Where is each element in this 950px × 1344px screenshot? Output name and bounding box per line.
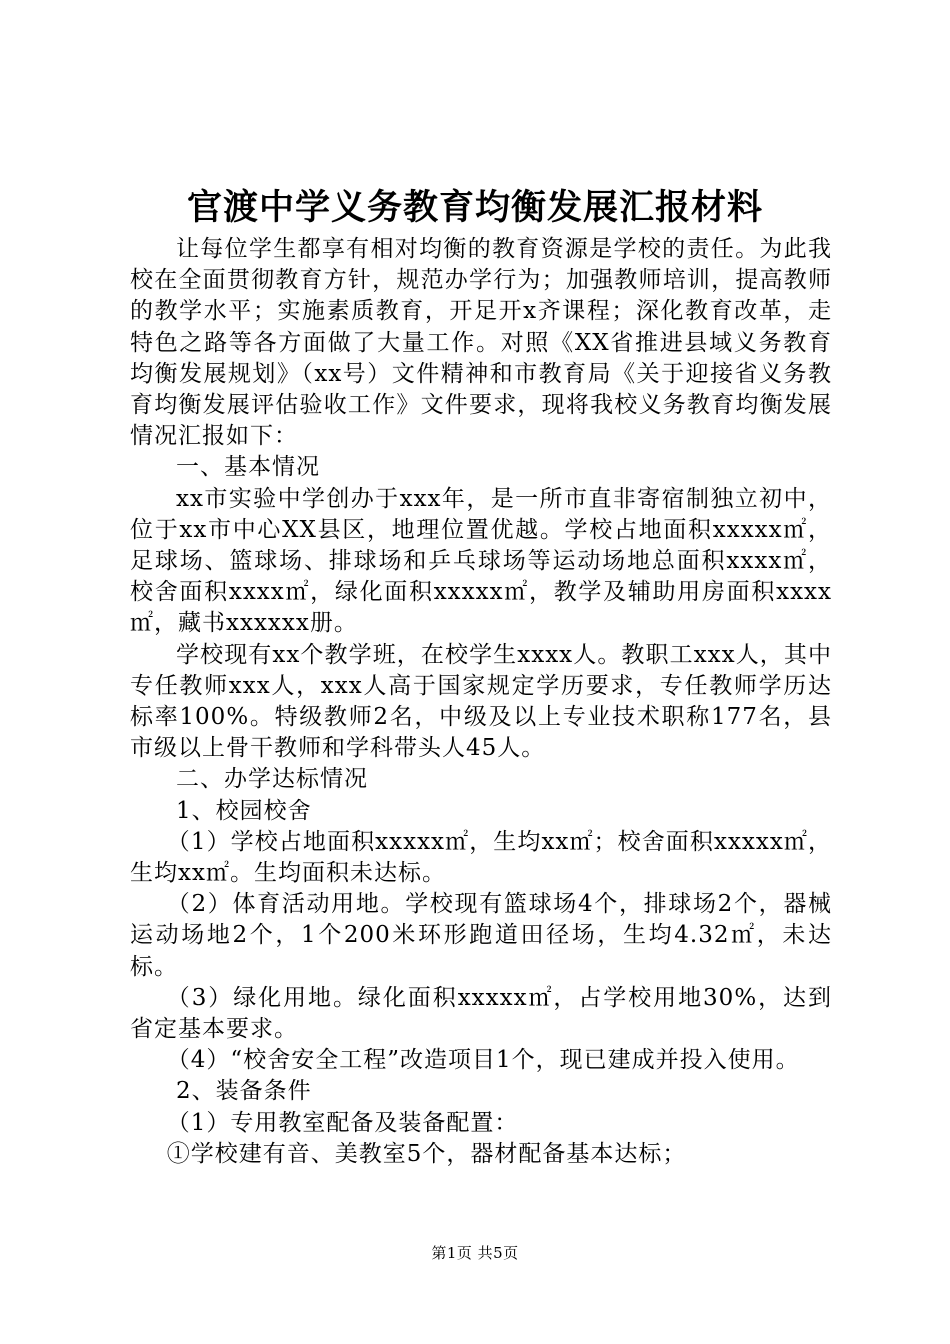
campus-item-3: （3）绿化用地。绿化面积xxxxx㎡，占学校用地30%，达到省定基本要求。 (130, 984, 832, 1043)
campus-item-1: （1）学校占地面积xxxxx㎡，生均xx㎡；校舍面积xxxxx㎡，生均xx㎡。生均面积未达标。 (130, 828, 832, 887)
page-footer: 第1页 共5页 (431, 1244, 519, 1262)
subsection-heading-equipment: 2、装备条件 (176, 1078, 312, 1105)
document-title: 官渡中学义务教育均衡发展汇报材料 (186, 187, 763, 228)
section-heading-standards: 二、办学达标情况 (176, 766, 368, 793)
basic-info-paragraph: xx市实验中学创办于xxx年，是一所市直非寄宿制独立初中，位于xx市中心XX县区，地理位置优越。学校占地面积xxxxx㎡，足球场、篮球场、排球场和乒乓球场等运动场地总面积xxxx㎡，校舍面积xxxx㎡，绿化面积xxxxx㎡，教学及辅助用房面积xxxx㎡，藏书xxxxxx册。 (130, 485, 832, 637)
intro-paragraph: 让每位学生都享有相对均衡的教育资源是学校的责任。为此我校在全面贯彻教育方针，规范办学行为；加强教师培训，提高教师的教学水平；实施素质教育，开足开x齐课程；深化教育改革，走特色之路等各方面做了大量工作。对照《XX省推进县域义务教育均衡发展规划》（xx号）文件精神和市教育局《关于迎接省义务教育均衡发展评估验收工作》文件要求，现将我校义务教育均衡发展情况汇报如下： (130, 236, 832, 450)
equipment-subitem-1: ①学校建有音、美教室5个，器材配备基本达标； (166, 1140, 687, 1167)
campus-item-4: （4）“校舍安全工程”改造项目1个，现已建成并投入使用。 (166, 1047, 800, 1074)
campus-item-2: （2）体育活动用地。学校现有篮球场4个，排球场2个，器械运动场地2个，1个200米环形跑道田径场，生均4.32㎡，未达标。 (130, 891, 832, 980)
document-body (130, 234, 832, 1170)
section-heading-basic-info: 一、基本情况 (176, 454, 320, 481)
subsection-heading-campus: 1、校园校舍 (176, 797, 312, 824)
staff-info-paragraph: 学校现有xx个教学班，在校学生xxxx人。教职工xxx人，其中专任教师xxx人，xxx人高于国家规定学历要求，专任教师学历达标率100%。特级教师2名，中级及以上专业技术职称177名，县市级以上骨干教师和学科带头人45人。 (130, 641, 832, 762)
equipment-item-1: （1）专用教室配备及装备配置： (166, 1109, 519, 1136)
